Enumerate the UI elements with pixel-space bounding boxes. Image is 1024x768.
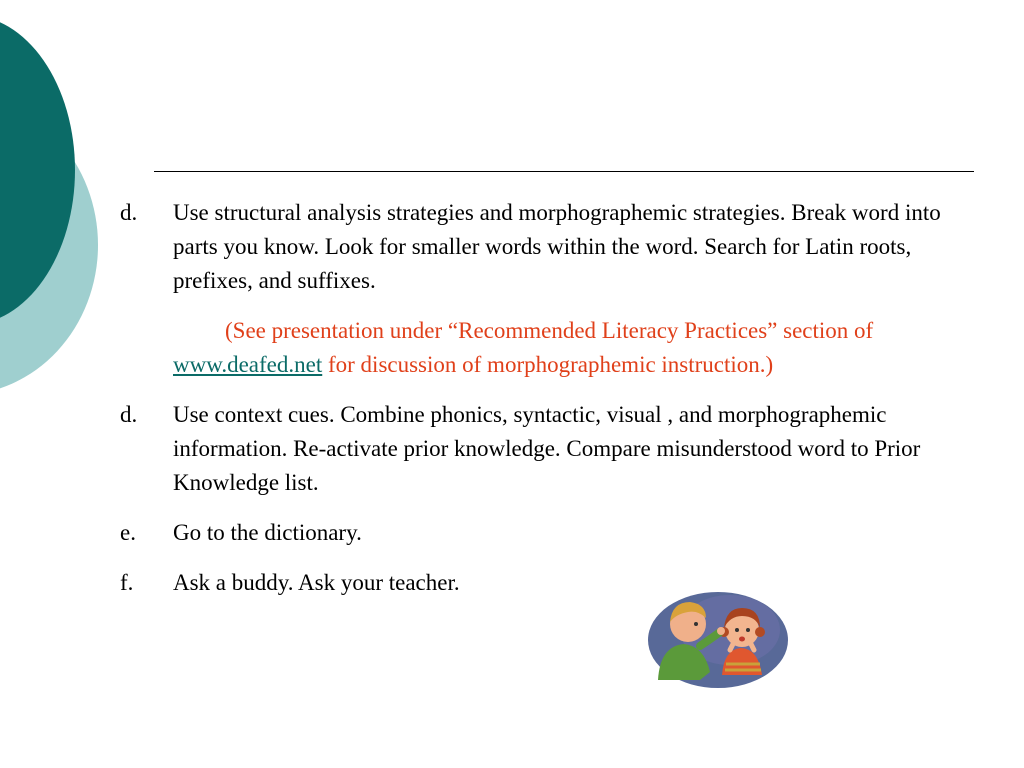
list-item <box>120 196 960 298</box>
children-whispering-illustration <box>640 580 790 690</box>
slide-body <box>120 196 960 616</box>
list-marker: d. <box>120 200 138 225</box>
note-text-after: for discussion of morphographemic instruction.) <box>322 352 774 377</box>
list-marker: f. <box>120 570 134 595</box>
list-item-text: Use context cues. Combine phonics, syntactic, visual , and morphographemic information. Re-activate prior knowledge. Compare misunderstood word to Prior Knowledge list. <box>173 402 921 495</box>
reference-note <box>173 314 960 382</box>
list-item-text: Go to the dictionary. <box>173 520 362 545</box>
list-item <box>120 566 960 600</box>
title-rule <box>154 171 974 172</box>
deafed-link[interactable]: www.deafed.net <box>173 352 323 377</box>
note-text-before: (See presentation under “Recommended Literacy Practices” section of <box>225 318 874 343</box>
list-item-text: Ask a buddy. Ask your teacher. <box>173 570 460 595</box>
list-marker: e. <box>120 520 136 545</box>
list-item <box>120 398 960 500</box>
list-item <box>120 516 960 550</box>
list-item-text: Use structural analysis strategies and morphographemic strategies. Break word into parts you know. Look for smaller words within the word. Search for Latin roots, prefixes, and suffixes. <box>173 200 941 293</box>
list-marker: d. <box>120 402 138 427</box>
